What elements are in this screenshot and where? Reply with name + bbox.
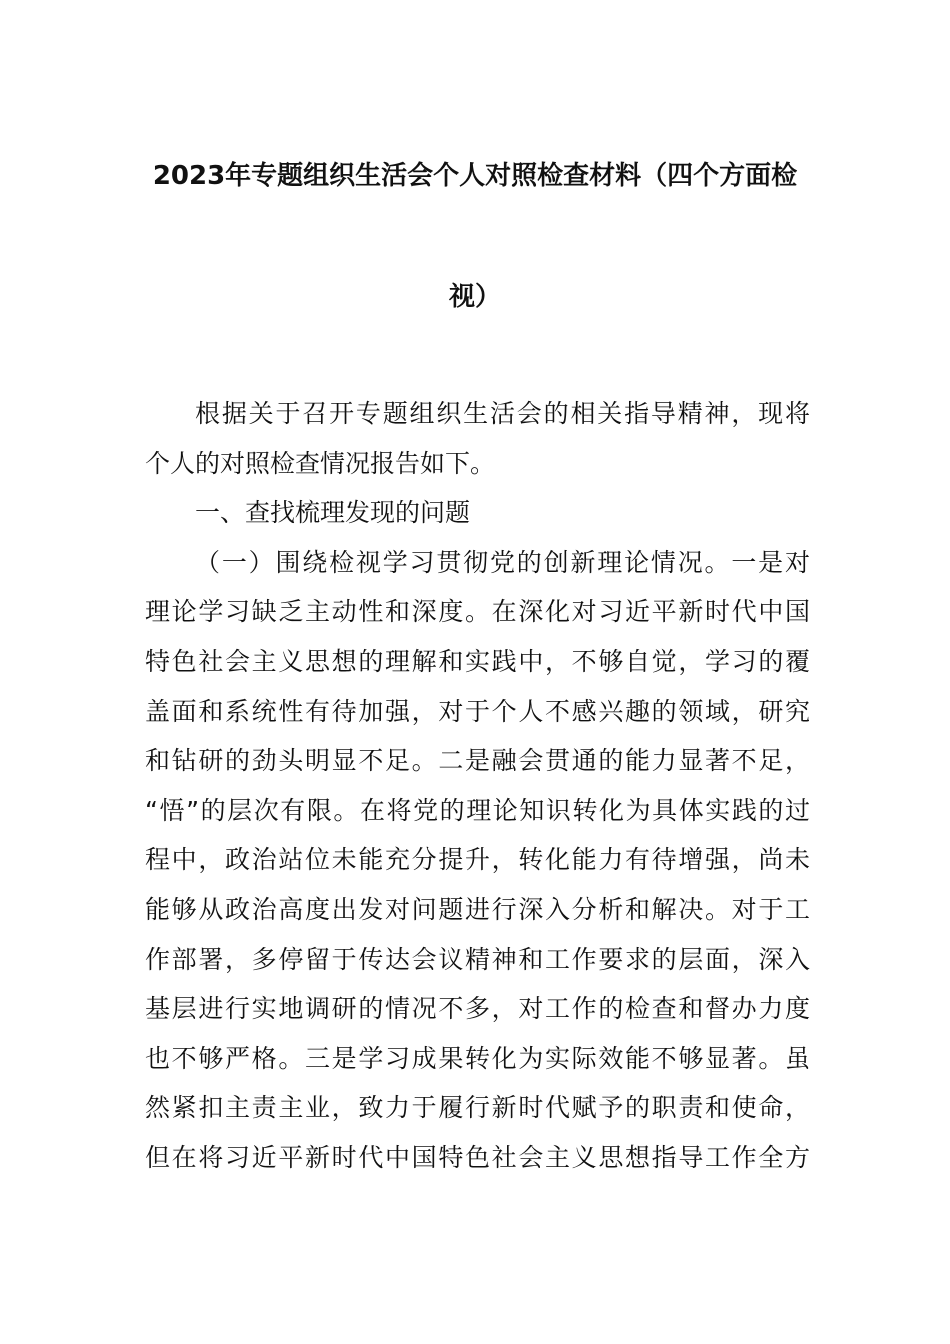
body-line-6: “悟”的层次有限。在将党的理论知识转化为具体实践的过 [145,796,810,825]
body-line-9: 作部署，多停留于传达会议精神和工作要求的层面，深入 [145,945,810,974]
paragraph-intro-line-1: 根据关于召开专题组织生活会的相关指导精神，现将 [195,399,810,428]
body-line-1: （一）围绕检视学习贯彻党的创新理论情况。一是对 [195,548,810,577]
document-title-line-2: 视） [448,282,501,312]
paragraph-intro-line-2: 个人的对照检查情况报告如下。 [145,449,496,478]
body-line-7: 程中，政治站位未能充分提升，转化能力有待增强，尚未 [145,845,810,874]
section-heading: 一、查找梳理发现的问题 [195,498,471,527]
body-line-5: 和钻研的劲头明显不足。二是融会贯通的能力显著不足， [145,746,810,775]
body-line-2: 理论学习缺乏主动性和深度。在深化对习近平新时代中国 [145,597,810,626]
body-line-8: 能够从政治高度出发对问题进行深入分析和解决。对于工 [145,895,810,924]
body-line-3: 特色社会主义思想的理解和实践中，不够自觉，学习的覆 [145,647,810,676]
body-line-4: 盖面和系统性有待加强，对于个人不感兴趣的领域，研究 [145,697,810,726]
body-line-12: 然紧扣主责主业，致力于履行新时代赋予的职责和使命， [145,1093,810,1122]
body-line-11: 也不够严格。三是学习成果转化为实际效能不够显著。虽 [145,1044,810,1073]
body-line-10: 基层进行实地调研的情况不多，对工作的检查和督办力度 [145,994,810,1023]
document-title-line-1: 2023年专题组织生活会个人对照检查材料（四个方面检 [152,161,798,191]
body-line-13: 但在将习近平新时代中国特色社会主义思想指导工作全方 [145,1143,810,1172]
